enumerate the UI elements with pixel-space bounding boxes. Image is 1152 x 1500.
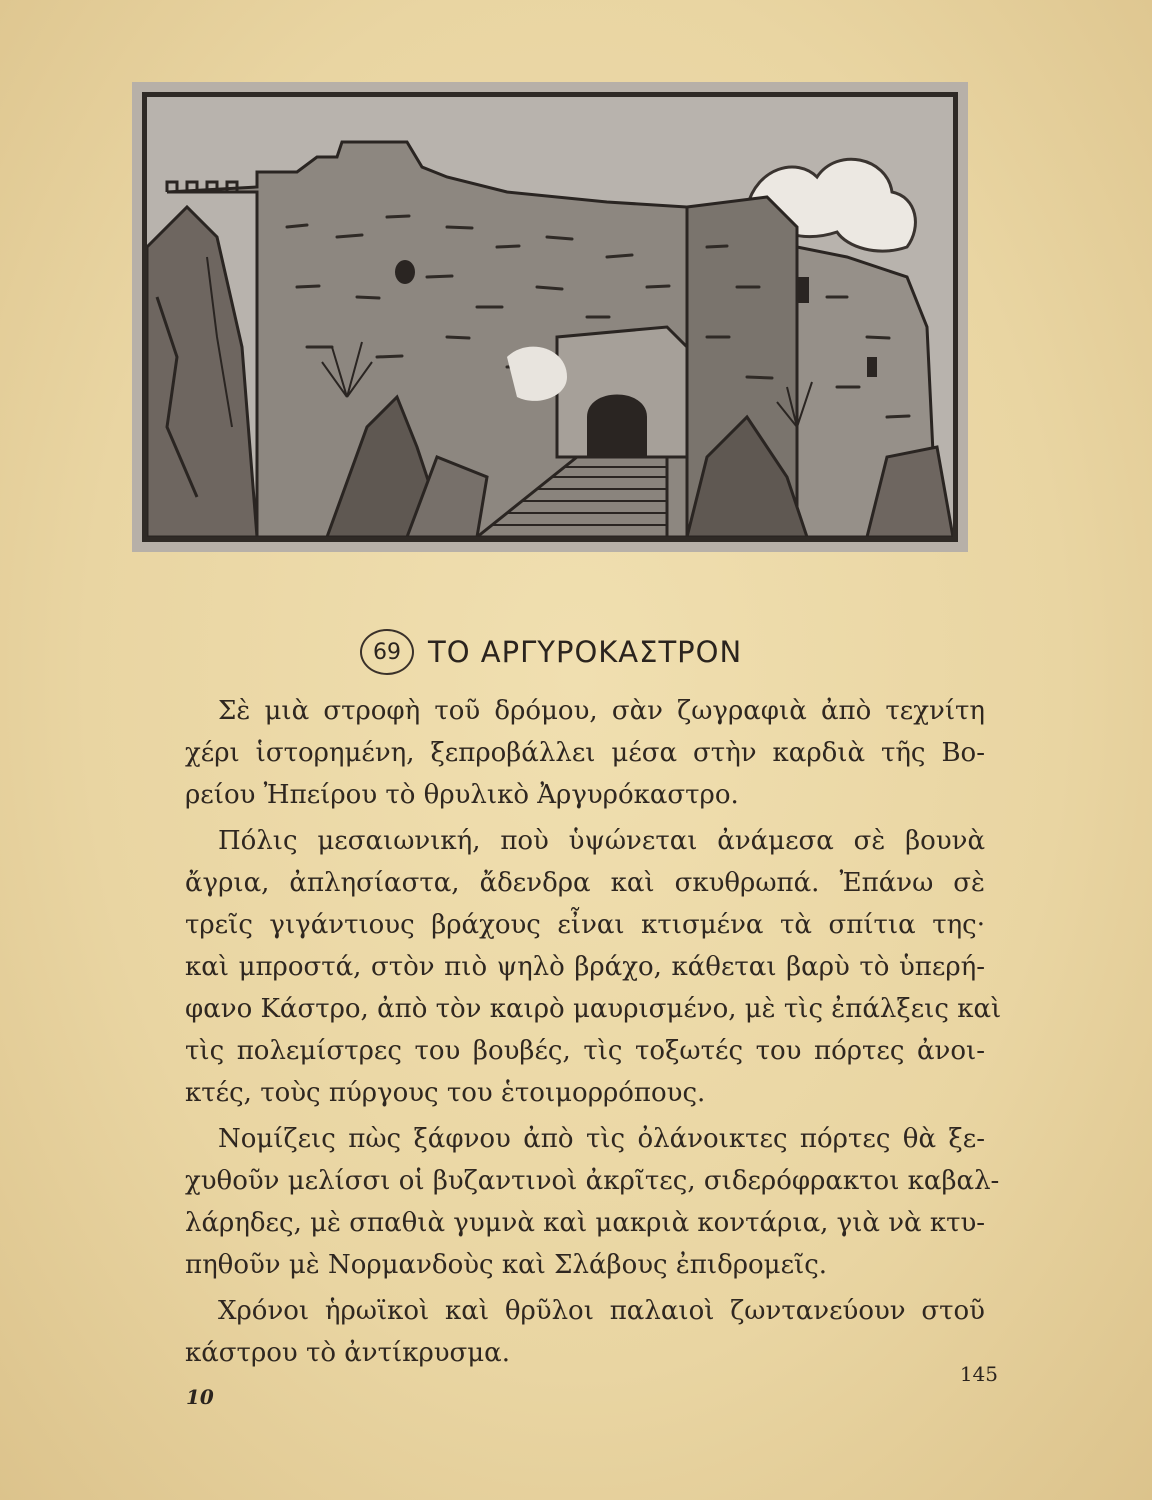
text-line: Νομίζεις πὼς ξάφνου ἀπὸ τὶς ὀλάνοικτες πόρτες θὰ ξε-	[218, 1124, 985, 1154]
illustration-frame	[142, 92, 958, 542]
castle-woodcut-illustration	[132, 82, 968, 552]
text-line: καὶ μπροστά, στὸν πιὸ ψηλὸ βράχο, κάθεται βαρὺ τὸ ὑπερή-	[185, 952, 985, 982]
text-line: τὶς πολεμίστρες του βουβές, τὶς τοξωτές του πόρτες ἀνοι-	[185, 1036, 985, 1066]
text-line: Χρόνοι ἡρωϊκοὶ καὶ θρῦλοι παλαιοὶ ζωντανεύουν στοῦ	[218, 1296, 985, 1326]
text-line: χυθοῦν μελίσσι οἱ βυζαντινοὶ ἀκρῖτες, σιδερόφρακτοι καβαλ-	[185, 1166, 1000, 1196]
castle-gate-drawing	[147, 97, 953, 537]
paragraph-3	[185, 1118, 1000, 1286]
chapter-title: ΤΟ ΑΡΓΥΡΟΚΑΣΤΡΟΝ	[428, 635, 743, 669]
text-line: ρείου Ἠπείρου τὸ θρυλικὸ Ἀργυρόκαστρο.	[185, 780, 739, 810]
text-line: χέρι ἱστορημένη, ξεπροβάλλει μέσα στὴν καρδιὰ τῆς Βο-	[185, 738, 985, 768]
chapter-heading	[360, 622, 742, 682]
text-line: ἄγρια, ἀπλησίαστα, ἄδενδρα καὶ σκυθρωπά. Ἐπάνω σὲ	[185, 868, 985, 898]
text-line: πηθοῦν μὲ Νορμανδοὺς καὶ Σλάβους ἐπιδρομεῖς.	[185, 1250, 828, 1280]
paragraph-2	[185, 820, 1002, 1114]
signature-mark: 10	[186, 1385, 214, 1409]
paragraph-1	[185, 690, 985, 816]
text-line: τρεῖς γιγάντιους βράχους εἶναι κτισμένα τὰ σπίτια της·	[185, 910, 985, 940]
text-line: Σὲ μιὰ στροφὴ τοῦ δρόμου, σὰν ζωγραφιὰ ἀπὸ τεχνίτη	[218, 696, 985, 726]
page-number: 145	[959, 1362, 998, 1386]
text-line: κάστρου τὸ ἀντίκρυσμα.	[185, 1338, 510, 1368]
text-line: κτές, τοὺς πύργους του ἑτοιμορρόπους.	[185, 1078, 706, 1108]
text-line: λάρηδες, μὲ σπαθιὰ γυμνὰ καὶ μακριὰ κοντάρια, γιὰ νὰ κτυ-	[185, 1208, 986, 1238]
paragraph-4	[185, 1290, 985, 1374]
text-line: Πόλις μεσαιωνική, ποὺ ὑψώνεται ἀνάμεσα σὲ βουνὰ	[218, 826, 985, 856]
chapter-number-circle: 69	[360, 629, 414, 675]
text-line: φανο Κάστρο, ἀπὸ τὸν καιρὸ μαυρισμένο, μὲ τὶς ἐπάλξεις καὶ	[185, 994, 1002, 1024]
